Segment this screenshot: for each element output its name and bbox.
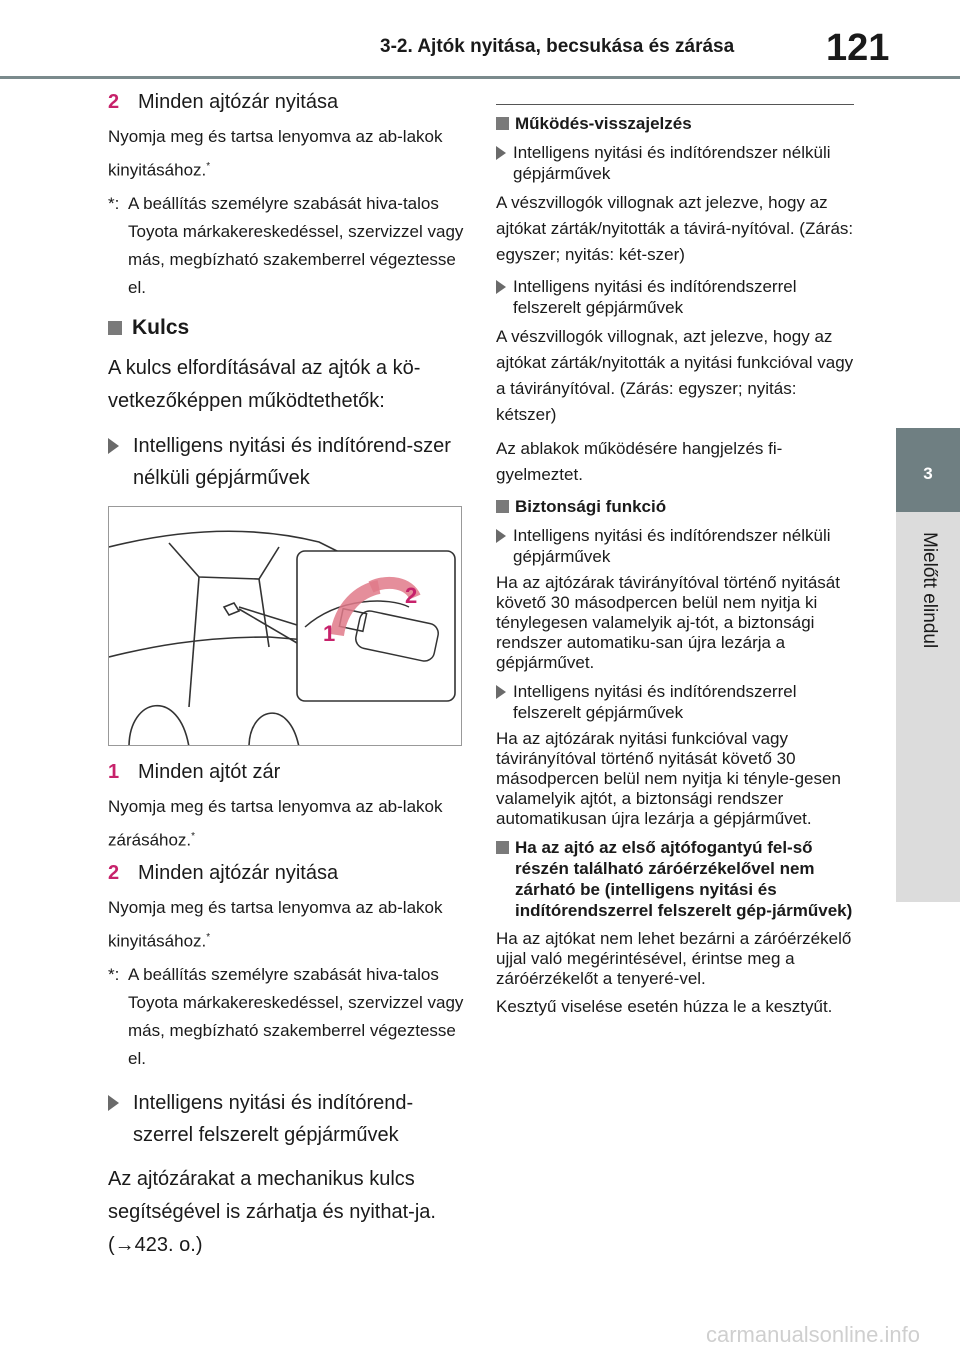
paragraph: A kulcs elfordításával az ajtók a kö-vetkezőképpen működtethetők: bbox=[108, 356, 421, 412]
step-description: Nyomja meg és tartsa lenyomva az ab-lakok kinyitásához.* bbox=[108, 898, 443, 951]
square-bullet-icon bbox=[496, 841, 509, 854]
section-heading-lock-sensor: Ha az ajtó az első ajtófogantyú fel-ső részén található záróérzékelővel nem zárható be (intelligens nyitási és indítórendszerrel felszerelt gép-járművek) bbox=[496, 837, 856, 921]
section-divider bbox=[496, 104, 854, 105]
chapter-tab-label-text: Mielőtt elindul bbox=[919, 532, 940, 649]
paragraph: A vészvillogók villognak, azt jelezve, hogy az ajtókat zárták/nyitották a nyitási funkcióval vagy a távirányítóval. (Zárás: egyszer; nyitás: kétszer) bbox=[496, 327, 854, 424]
step-label: Minden ajtót zár bbox=[138, 760, 281, 783]
paragraph: Ha az ajtókat nem lehet bezárni a záróérzékelő ujjal való megérintésével, érintse meg a záróérzékelőt a tenyeré-vel. bbox=[496, 929, 852, 988]
page-header-title: 3-2. Ajtók nyitása, becsukása és zárása bbox=[380, 36, 735, 57]
paragraph: Az ajtózárakat a mechanikus kulcs segítségével is zárhatja és nyithat-ja. (→423. o.) bbox=[108, 1167, 436, 1256]
paragraph: Ha az ajtózárak távirányítóval történő nyitását követő 30 másodpercen belül nem nyitja ki ténylegesen valamelyik aj-tót, a biztonsági rendszer automatiku-san újra lezárja a gépjárművet. bbox=[496, 573, 840, 672]
key-operation-illustration bbox=[108, 506, 462, 746]
paragraph: Az ablakok működésére hangjelzés fi-gyelmeztet. bbox=[496, 439, 783, 484]
section-heading-kulcs: Kulcs bbox=[108, 316, 468, 340]
paragraph: Ha az ajtózárak nyitási funkcióval vagy távirányítóval történő nyitását követő 30 másodpercen belül nem nyitja ki tényle-gesen valamelyik ajtót, a biztonsági rendszer automatikusan újra lezárja a gépjárművet. bbox=[496, 729, 841, 828]
triangle-bullet-icon bbox=[496, 685, 506, 699]
section-heading-security: Biztonsági funkció bbox=[496, 496, 856, 517]
subheading: Intelligens nyitási és indítórendszer nélküli gépjárművek bbox=[496, 525, 856, 567]
footnote-mark: *: bbox=[108, 964, 120, 984]
footnote-text: A beállítás személyre szabását hiva-talos Toyota márkakereskedéssel, szervizzel vagy más, megbízható szakemberrel végeztesse el. bbox=[128, 964, 464, 1068]
subheading: Intelligens nyitási és indítórendszerrel felszerelt gépjárművek bbox=[496, 276, 856, 318]
left-column bbox=[108, 88, 468, 1274]
step-2-top bbox=[108, 88, 468, 116]
car-door-key-icon bbox=[109, 507, 462, 746]
step-description: Nyomja meg és tartsa lenyomva az ab-lakok zárásához.* bbox=[108, 796, 443, 850]
triangle-bullet-icon bbox=[108, 438, 119, 454]
paragraph: A vészvillogók villognak azt jelezve, hogy az ajtókat zárták/nyitották a távirá-nyítóval. (Zárás: egyszer; nyitás: két-szer) bbox=[496, 193, 854, 264]
subheading: Intelligens nyitási és indítórendszerrel felszerelt gépjárművek bbox=[496, 681, 856, 723]
figure-label-1: 1 bbox=[323, 620, 336, 646]
square-bullet-icon bbox=[496, 117, 509, 130]
footnote bbox=[108, 190, 468, 302]
right-column bbox=[496, 88, 856, 1025]
triangle-bullet-icon bbox=[496, 280, 506, 294]
footnote-text: A beállítás személyre szabását hiva-talos Toyota márkakereskedéssel, szervizzel vagy más, megbízható szakemberrel végeztesse el. bbox=[128, 193, 464, 297]
step-number: 1 bbox=[108, 760, 120, 783]
subheading-no-smart-key: Intelligens nyitási és indítórend-szer nélküli gépjárművek bbox=[108, 430, 468, 494]
chapter-tab-number: 3 bbox=[896, 428, 960, 512]
chapter-tab-label bbox=[896, 512, 960, 902]
section-heading-feedback: Működés-visszajelzés bbox=[496, 113, 856, 134]
figure-label-2: 2 bbox=[405, 582, 418, 608]
watermark: carmanualsonline.info bbox=[705, 1322, 920, 1347]
footnote bbox=[108, 961, 468, 1073]
triangle-bullet-icon bbox=[496, 146, 506, 160]
square-bullet-icon bbox=[496, 500, 509, 513]
step-label: Minden ajtózár nyitása bbox=[138, 862, 339, 885]
header-divider bbox=[0, 76, 960, 79]
step-1 bbox=[108, 758, 468, 786]
page-number: 121 bbox=[826, 27, 890, 69]
footnote-mark: *: bbox=[108, 193, 120, 213]
step-label: Minden ajtózár nyitása bbox=[138, 91, 339, 113]
square-bullet-icon bbox=[108, 321, 122, 335]
step-description: Nyomja meg és tartsa lenyomva az ab-lakok kinyitásához.* bbox=[108, 127, 443, 180]
step-2-bottom bbox=[108, 859, 468, 887]
paragraph: Kesztyű viselése esetén húzza le a kesztyűt. bbox=[496, 997, 833, 1016]
step-number: 2 bbox=[108, 862, 120, 885]
subheading: Intelligens nyitási és indítórendszer nélküli gépjárművek bbox=[496, 142, 856, 184]
step-number: 2 bbox=[108, 91, 120, 113]
triangle-bullet-icon bbox=[108, 1095, 119, 1111]
triangle-bullet-icon bbox=[496, 529, 506, 543]
subheading-smart-key: Intelligens nyitási és indítórend-szerrel felszerelt gépjárművek bbox=[108, 1087, 468, 1151]
